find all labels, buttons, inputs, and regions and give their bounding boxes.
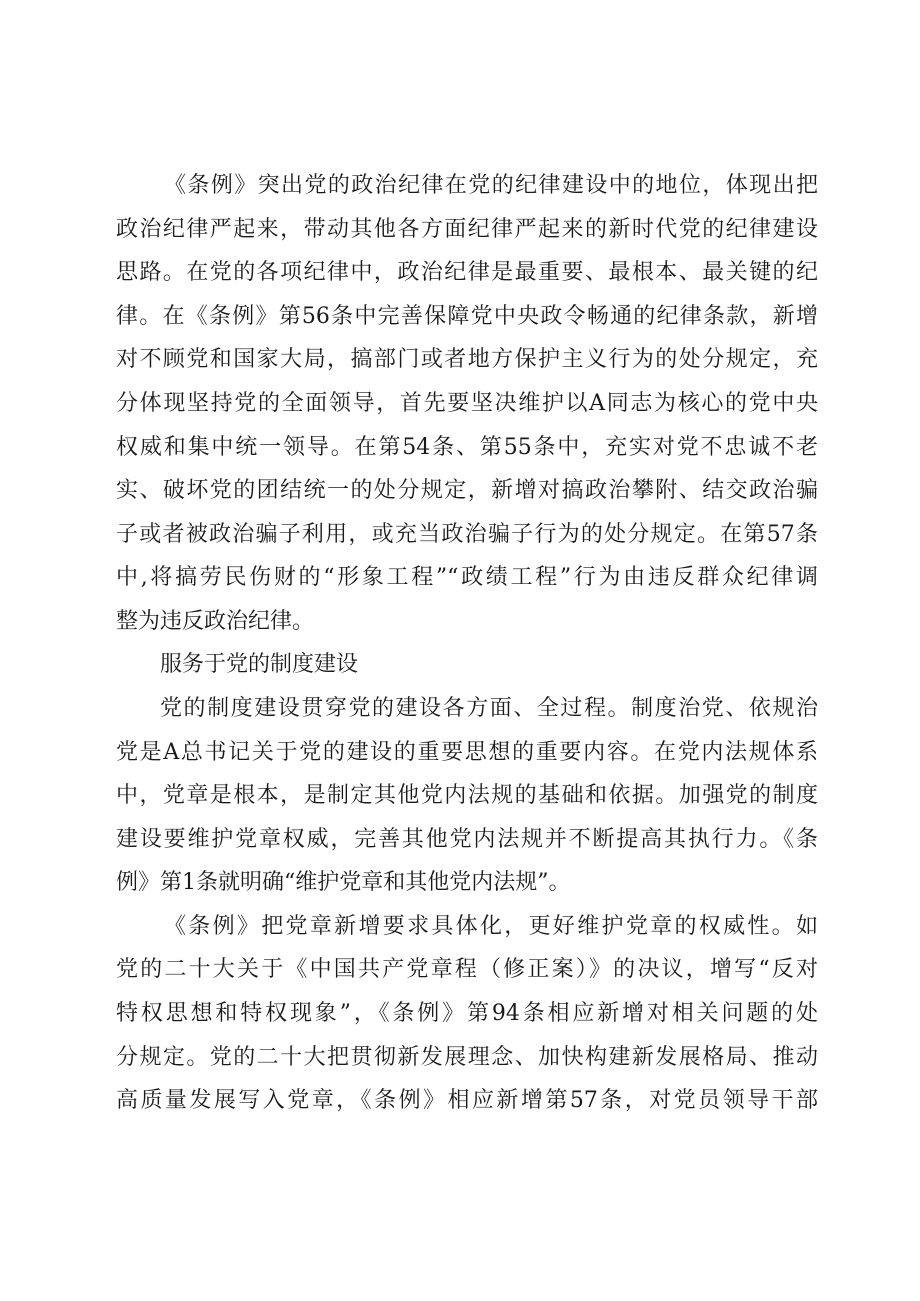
paragraph-4-line-5: 高质量发展写入党章，《条例》相应新增第57条，对党员领导干部 [116,1088,818,1113]
paragraph-3-line-1: 党的制度建设贯穿党的建设各方面、全过程。制度治党、依规治 [160,696,818,721]
paragraph-1-line-3: 思路。在党的各项纪律中，政治纪律是最重要、最根本、最关键的纪 [116,260,818,285]
paragraph-1-line-10: 中,将搞劳民伤财的“形象工程”“政绩工程”行为由违反群众纪律调 [116,565,818,590]
paragraph-3-line-4: 建设要维护党章权威，完善其他党内法规并不断提高其执行力。《条 [116,827,818,852]
paragraph-1-line-5: 对不顾党和国家大局，搞部门或者地方保护主义行为的处分规定，充 [116,347,818,372]
paragraph-1-line-7: 权威和集中统一领导。在第54条、第55条中，充实对党不忠诚不老 [116,435,818,460]
paragraph-1-line-1: 《条例》突出党的政治纪律在党的纪律建设中的地位，体现出把 [164,173,818,198]
paragraph-3-line-5: 例》第1条就明确“维护党章和其他党内法规”。 [116,870,571,895]
paragraph-1-line-2: 政治纪律严起来，带动其他各方面纪律严起来的新时代党的纪律建设 [116,217,818,242]
paragraph-4-line-3: 特权思想和特权现象”，《条例》第94条相应新增对相关问题的处 [116,1001,818,1026]
paragraph-4-line-4: 分规定。党的二十大把贯彻新发展理念、加快构建新发展格局、推动 [116,1045,818,1070]
section-heading: 服务于党的制度建设 [160,652,359,677]
paragraph-3-line-3: 中，党章是根本，是制定其他党内法规的基础和依据。加强党的制度 [116,783,818,808]
paragraph-4-line-2: 党的二十大关于《中国共产党章程（修正案）》的决议，增写“反对 [116,957,818,982]
paragraph-1-line-11: 整为违反政治纪律。 [116,609,315,634]
paragraph-1-line-8: 实、破坏党的团结统一的处分规定，新增对搞政治攀附、结交政治骗 [116,478,818,503]
paragraph-1-line-6: 分体现坚持党的全面领导，首先要坚决维护以A同志为核心的党中央 [116,391,818,416]
paragraph-1-line-4: 律。在《条例》第56条中完善保障党中央政令畅通的纪律条款，新增 [116,304,818,329]
paragraph-4-line-1: 《条例》把党章新增要求具体化，更好维护党章的权威性。如 [164,914,818,939]
paragraph-3-line-2: 党是A总书记关于党的建设的重要思想的重要内容。在党内法规体系 [116,740,818,765]
paragraph-1-line-9: 子或者被政治骗子利用，或充当政治骗子行为的处分规定。在第57条 [116,522,818,547]
